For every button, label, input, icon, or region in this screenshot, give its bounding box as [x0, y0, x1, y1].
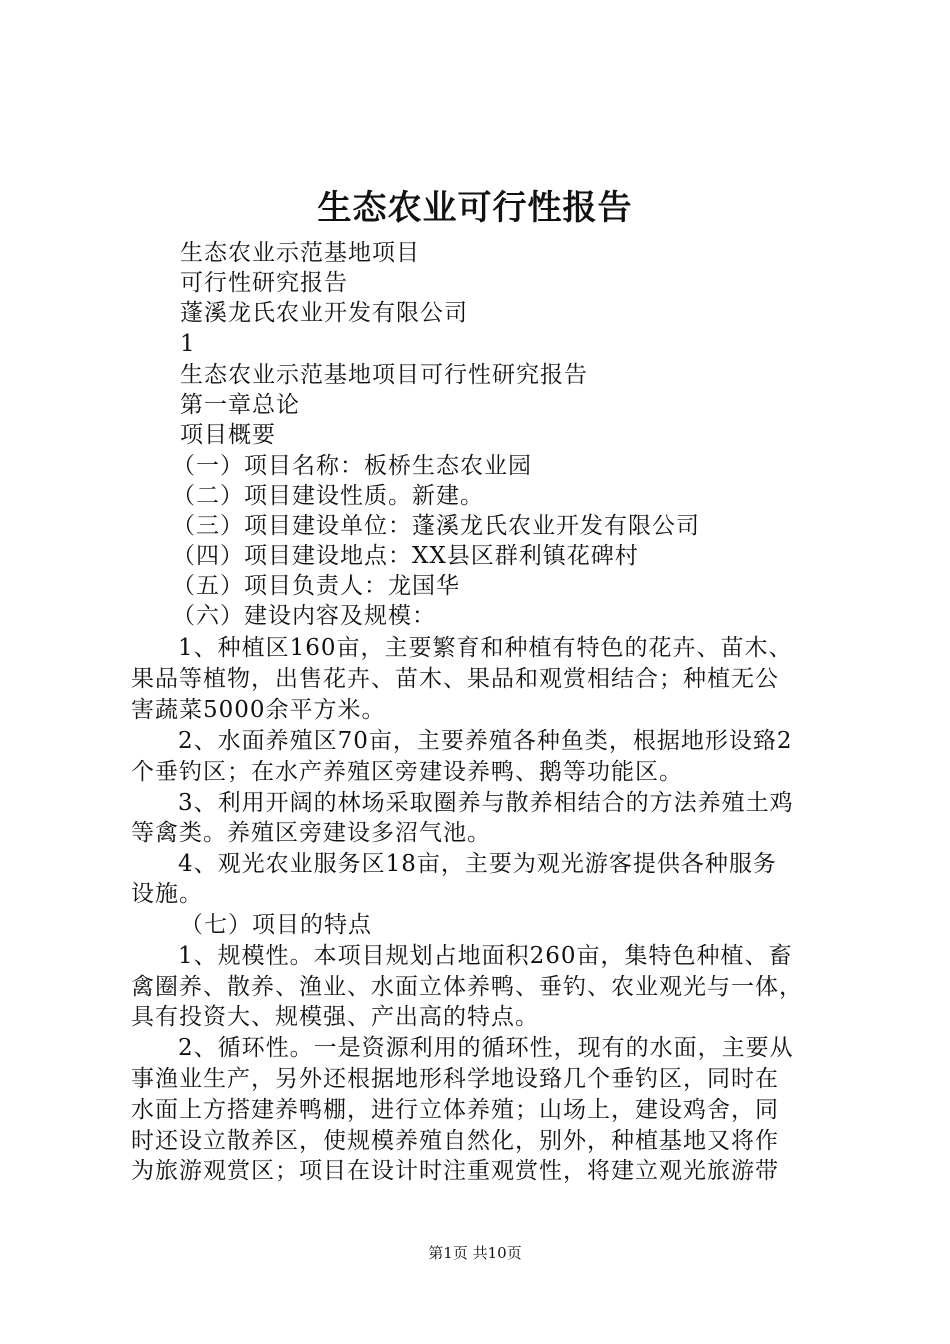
page-footer: 第1页 共10页 — [428, 1244, 522, 1262]
paragraph-line: 水面上方搭建养鸭棚，进行立体养殖；山场上，建设鸡舍，同 — [131, 1097, 779, 1123]
paragraph-line: 4、观光农业服务区18亩，主要为观光游客提供各种服务 — [178, 851, 777, 877]
report-heading: 生态农业示范基地项目可行性研究报告 — [180, 362, 588, 388]
paragraph-line: 事渔业生产，另外还根据地形科学地设臵几个垂钓区，同时在 — [131, 1066, 779, 1092]
paragraph-line: 时还设立散养区，使规模养殖自然化，别外，种植基地又将作 — [131, 1128, 779, 1154]
section-heading: 项目概要 — [180, 422, 276, 448]
paragraph-line: 等禽类。养殖区旁建设多沼气池。 — [131, 820, 491, 846]
paragraph-line: 3、利用开阔的林场采取圈养与散养相结合的方法养殖土鸡 — [178, 790, 794, 816]
item-1: （一）项目名称：板桥生态农业园 — [172, 453, 532, 479]
paragraph-line: 具有投资大、规模强、产出高的特点。 — [131, 1004, 539, 1030]
item-3: （三）项目建设单位：蓬溪龙氏农业开发有限公司 — [172, 513, 700, 539]
page-marker: 1 — [180, 331, 196, 357]
subtitle-project: 生态农业示范基地项目 — [180, 240, 420, 266]
chapter-heading: 第一章总论 — [180, 392, 300, 418]
paragraph-line: 设施。 — [131, 881, 203, 907]
paragraph-line: 禽圈养、散养、渔业、水面立体养鸭、垂钓、农业观光与一体， — [131, 974, 803, 1000]
paragraph-line: 个垂钓区；在水产养殖区旁建设养鸭、鹅等功能区。 — [131, 759, 683, 785]
paragraph-line: 为旅游观赏区；项目在设计时注重观赏性，将建立观光旅游带 — [131, 1158, 779, 1184]
item-2: （二）项目建设性质。新建。 — [172, 483, 484, 509]
document-title: 生态农业可行性报告 — [317, 188, 633, 228]
paragraph-line: 害蔬菜5000余平方米。 — [131, 697, 386, 723]
subtitle-report: 可行性研究报告 — [180, 270, 348, 296]
paragraph-line: 2、水面养殖区70亩，主要养殖各种鱼类，根据地形设臵2 — [178, 728, 793, 754]
paragraph-line: 果品等植物，出售花卉、苗木、果品和观赏相结合；种植无公 — [131, 666, 779, 692]
paragraph-line: 2、循环性。一是资源利用的循环性，现有的水面，主要从 — [178, 1035, 794, 1061]
item-4: （四）项目建设地点：XX县区群利镇花碑村 — [172, 543, 639, 569]
paragraph-line: 1、种植区160亩，主要繁育和种植有特色的花卉、苗木、 — [178, 635, 793, 661]
item-6: （六）建设内容及规模： — [172, 603, 436, 629]
paragraph-line: 1、规模性。本项目规划占地面积260亩，集特色种植、畜 — [178, 943, 793, 969]
item-5: （五）项目负责人：龙国华 — [172, 573, 460, 599]
feature-heading: （七）项目的特点 — [180, 912, 372, 938]
company-name: 蓬溪龙氏农业开发有限公司 — [180, 300, 468, 326]
